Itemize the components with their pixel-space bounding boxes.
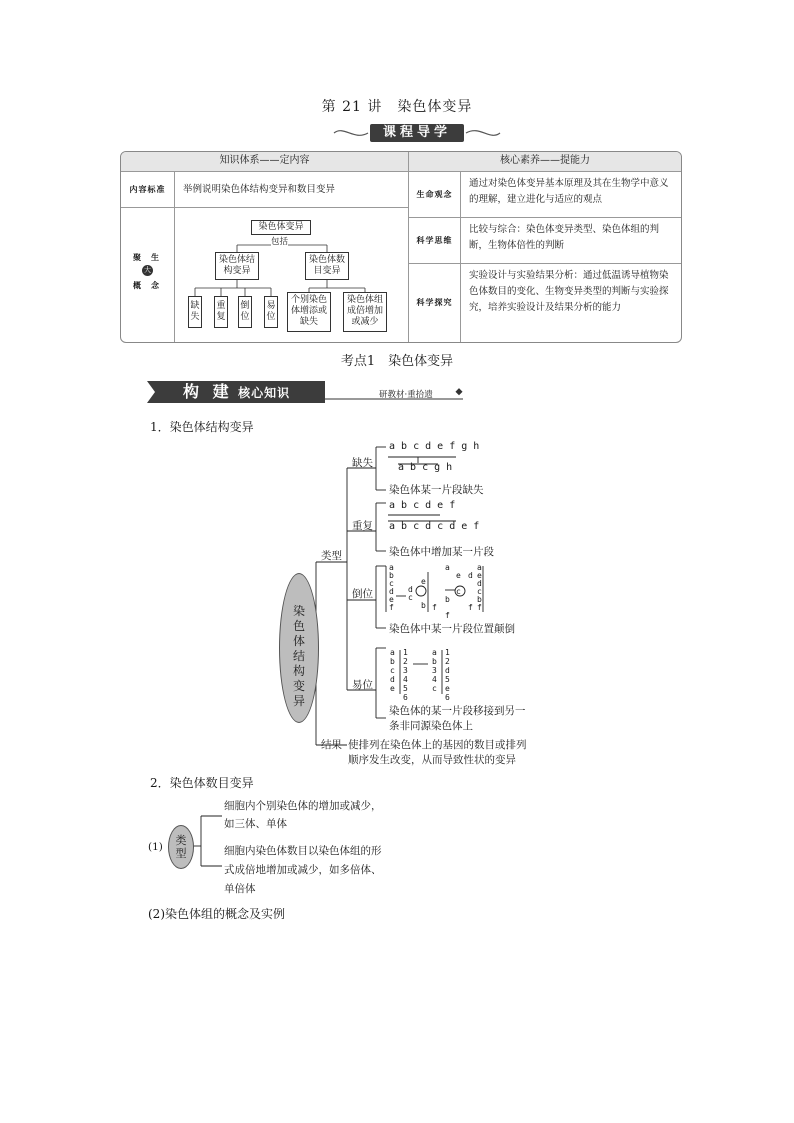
- concept-char-1: 聚: [133, 253, 142, 262]
- center-label: 染色体结构变异: [292, 604, 305, 708]
- inversion-desc: 染色体中某一片段位置颠倒: [389, 623, 515, 635]
- duplication-bottom-seq: a b c d c d e f: [389, 521, 480, 532]
- section-subtitle: 考点1 染色体变异: [340, 354, 454, 369]
- inversion-chromosome-3: e c: [456, 571, 461, 596]
- result-line-2: 顺序发生改变，从而导致性状的变异: [348, 754, 516, 766]
- deletion-desc: 染色体某一片段缺失: [389, 484, 484, 496]
- includes-label: 包括: [271, 237, 289, 247]
- right-header: 核心素养——提能力: [409, 152, 681, 172]
- banner-big-text: 构 建: [183, 382, 233, 401]
- heading-numerical: 2．染色体数目变异: [150, 776, 254, 790]
- translocation-label: 易位: [352, 679, 373, 691]
- duplication-top-seq: a b c d e f: [389, 500, 456, 511]
- page-title: 第 21 讲 染色体变异: [321, 99, 473, 115]
- concept-char-5: 念: [151, 281, 160, 290]
- translocation-chromosome-c: a b 3 4 c: [432, 648, 437, 693]
- num-item2-line3: 单倍体: [224, 883, 256, 895]
- left-header: 知识体系——定内容: [121, 152, 409, 172]
- concept-char-2: 生: [151, 253, 160, 262]
- scientific-inquiry-label: 科学探究: [409, 264, 461, 342]
- duplication-label: 重复: [352, 520, 373, 532]
- scientific-inquiry-text: 实验设计与实验结果分析：通过低温诱导植物染色体数目的变化、生物变异类型的判断与实验探究，培养实验设计及结果分析的能力: [469, 270, 669, 313]
- inversion-chromosome-5: a e d c b f: [477, 563, 482, 612]
- banner-text: 课程导学: [370, 124, 464, 142]
- translocation-chromosome-a: a b c d e: [390, 648, 395, 693]
- num-item2-line2: 式成倍地增加或减少，如多倍体、: [224, 864, 382, 876]
- deletion-label: 缺失: [352, 457, 373, 469]
- leaf-set: 染色体组成倍增加或减少: [343, 292, 387, 332]
- inversion-loop-end: f: [432, 603, 437, 612]
- result-label: 结果: [321, 739, 342, 751]
- concept-char-4: 概: [133, 281, 142, 290]
- num-index: (1): [148, 841, 163, 853]
- deletion-bottom-seq: a b c g h: [398, 462, 453, 473]
- inversion-chromosome-4: d f: [468, 571, 473, 612]
- banner-right-text: 研教材·重拾遗: [379, 390, 433, 400]
- leaf-translocation: 易位: [264, 296, 278, 328]
- translocation-desc-2: 条非同源染色体上: [389, 720, 473, 732]
- inversion-loop-left: d c: [408, 585, 413, 602]
- num-item1-line1: 细胞内个别染色体的增加或减少，: [224, 800, 382, 812]
- inversion-loop-right: e b: [421, 577, 426, 610]
- life-concept-text: 通过对染色体变异基本原理及其在生物学中意义的理解，建立进化与适应的观点: [461, 172, 681, 218]
- concept-char-3: 大: [144, 266, 151, 274]
- inversion-chromosome-1: a b c d e f: [389, 563, 394, 612]
- leaf-individual: 个别染色体增添或缺失: [287, 292, 331, 332]
- translocation-chromosome-b: 1 2 3 4 5 6: [403, 648, 408, 702]
- heading-chromosome-set: (2)染色体组的概念及实例: [148, 907, 285, 921]
- heading-structural: 1．染色体结构变异: [150, 420, 254, 434]
- numerical-node: 染色体数目变异: [305, 252, 349, 280]
- scientific-thinking-text: 比较与综合：染色体变异类型、染色体组的判断，生物体倍性的判断: [461, 218, 681, 264]
- content-standard-label: 内容标准: [121, 172, 175, 208]
- num-type-label: 类型: [175, 834, 187, 860]
- num-item2-line1: 细胞内染色体数目以染色体组的形: [224, 845, 382, 857]
- leaf-duplication: 重复: [214, 296, 228, 328]
- num-type-ellipse: [168, 825, 194, 869]
- content-standard-text: 举例说明染色体结构变异和数目变异: [175, 172, 409, 208]
- deletion-top-seq: a b c d e f g h: [389, 441, 480, 452]
- structural-node: 染色体结构变异: [215, 252, 259, 280]
- scientific-thinking-label: 科学思维: [409, 218, 461, 264]
- translocation-chromosome-d: 1 2 d 5 e 6: [445, 648, 450, 702]
- num-item1-line2: 如三体、单体: [224, 818, 287, 830]
- leaf-deletion: 缺失: [188, 296, 202, 328]
- duplication-desc: 染色体中增加某一片段: [389, 546, 494, 558]
- life-concept-label: 生命观念: [409, 172, 461, 218]
- result-line-1: 使排列在染色体上的基因的数目或排列: [348, 739, 527, 751]
- root-node: 染色体变异: [251, 220, 311, 235]
- inversion-chromosome-2: a b f: [445, 563, 450, 620]
- banner-small-text: 核心知识: [238, 386, 291, 400]
- inversion-label: 倒位: [352, 588, 373, 600]
- leaf-inversion: 倒位: [238, 296, 252, 328]
- type-label: 类型: [321, 550, 342, 562]
- translocation-desc-1: 染色体的某一片段移接到另一: [389, 705, 526, 717]
